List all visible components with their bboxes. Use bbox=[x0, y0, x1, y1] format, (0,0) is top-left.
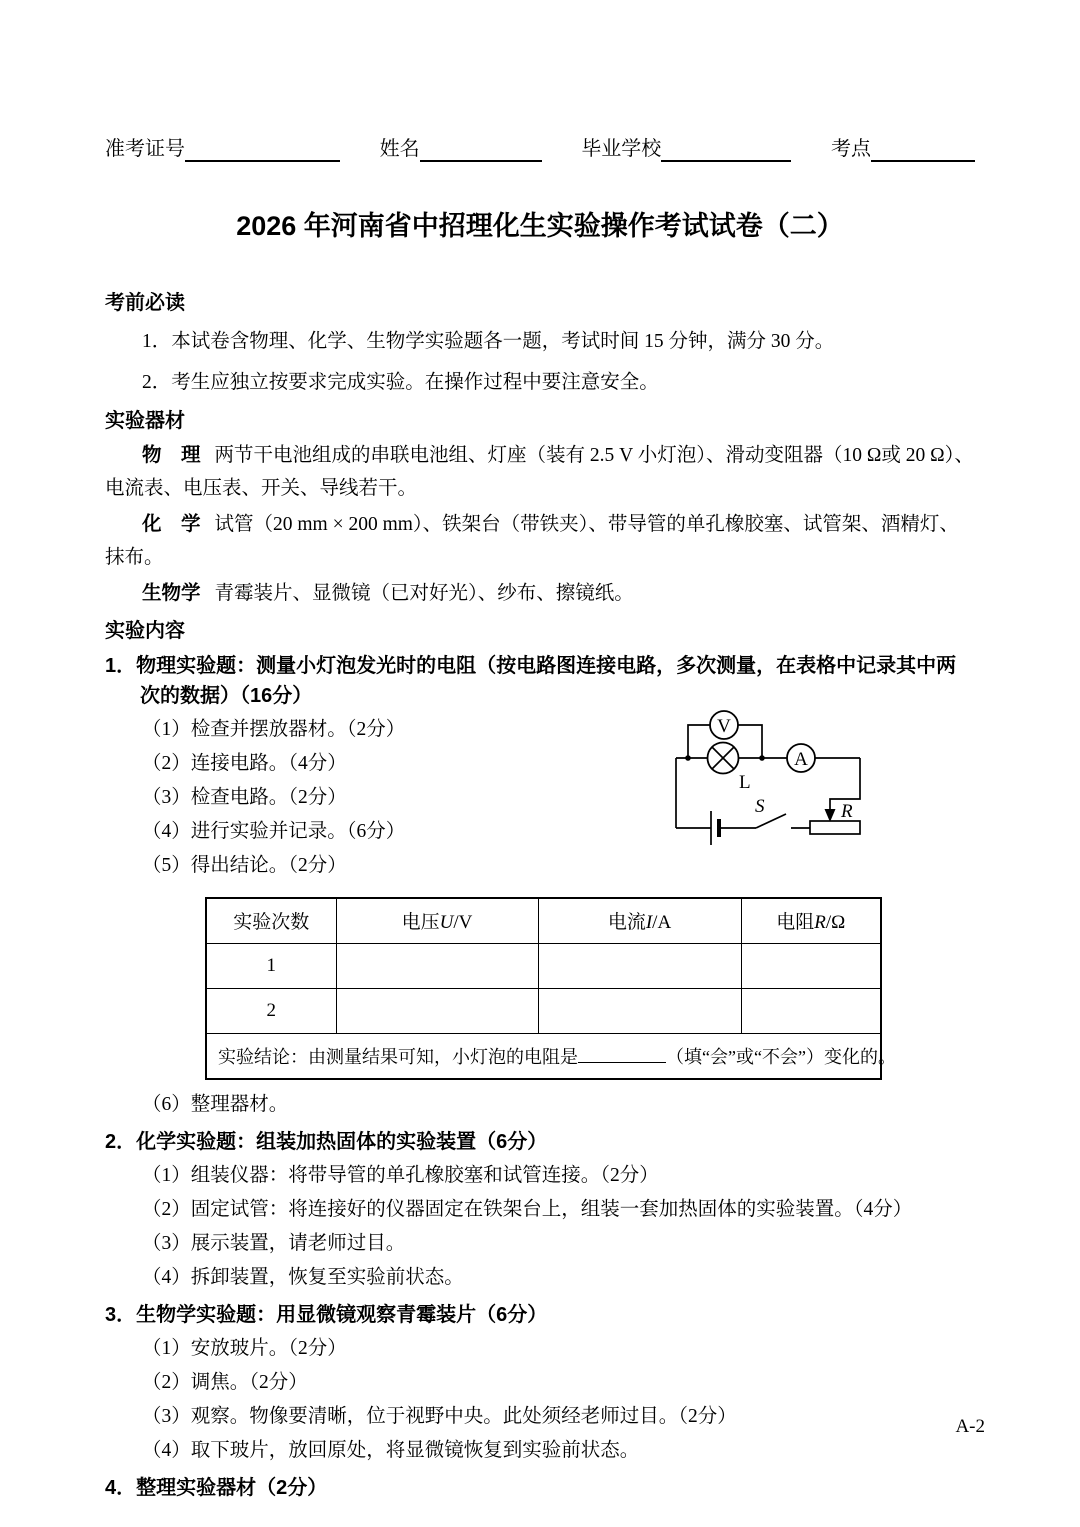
switch-symbol bbox=[755, 796, 786, 828]
trial-number-2: 2 bbox=[206, 988, 336, 1033]
empty-cell bbox=[336, 988, 538, 1033]
notice-item-2: 2．考生应独立按要求完成实验。在操作过程中要注意安全。 bbox=[142, 372, 659, 393]
page-title: 2026 年河南省中招理化生实验操作考试试卷（二） bbox=[236, 211, 844, 241]
candidate-info-row bbox=[105, 136, 975, 162]
rheostat-label: R bbox=[841, 801, 853, 822]
name-label: 姓名 bbox=[379, 138, 420, 160]
equipment-chemistry-label: 化 学 bbox=[142, 513, 201, 535]
chemistry-step-4: （4）拆卸装置，恢复至实验前状态。 bbox=[142, 1267, 464, 1288]
circuit-diagram bbox=[667, 701, 905, 853]
lamp-label: L bbox=[739, 772, 751, 793]
name-field bbox=[380, 136, 542, 162]
resistance-prefix: 电阻 bbox=[776, 912, 815, 934]
empty-cell bbox=[741, 943, 881, 988]
table-header-row bbox=[206, 898, 881, 943]
table-row-1 bbox=[206, 943, 881, 988]
resistance-symbol: R bbox=[814, 912, 826, 934]
cleanup-section-title: 4．整理实验器材（2分） bbox=[105, 1477, 328, 1499]
table-row-2 bbox=[206, 988, 881, 1033]
resistance-unit: /Ω bbox=[825, 912, 846, 934]
current-unit: /A bbox=[652, 912, 672, 934]
school-field bbox=[581, 136, 791, 162]
biology-step-3: （3）观察。物像要清晰，位于视野中央。此处须经老师过目。（2分） bbox=[142, 1406, 737, 1427]
notice-item-1: 1．本试卷含物理、化学、生物学实验题各一题，考试时间 15 分钟，满分 30 分。 bbox=[142, 331, 835, 352]
equipment-chemistry-text: 试管（20 mm × 200 mm）、铁架台（带铁夹）、带导管的单孔橡胶塞、试管架、酒精灯、抹布。 bbox=[105, 514, 959, 568]
conclusion-cell bbox=[206, 1033, 896, 1079]
empty-cell bbox=[538, 988, 741, 1033]
equipment-physics bbox=[105, 439, 975, 505]
conclusion-prefix: 实验结论：由测量结果可知，小灯泡的电阻是 bbox=[218, 1046, 578, 1067]
trial-number-1: 1 bbox=[206, 943, 336, 988]
col-header-trial: 实验次数 bbox=[206, 898, 336, 943]
exam-site-blank bbox=[871, 140, 975, 162]
chemistry-step-1: （1）组装仪器：将带导管的单孔橡胶塞和试管连接。（2分） bbox=[142, 1165, 659, 1186]
voltmeter-symbol bbox=[710, 711, 738, 739]
physics-step-4: （4）进行实验并记录。（6分） bbox=[142, 821, 406, 842]
equipment-section bbox=[105, 406, 975, 610]
exam-site-field bbox=[831, 136, 975, 162]
biology-step-2: （2）调焦。（2分） bbox=[142, 1372, 308, 1393]
lamp-symbol bbox=[708, 743, 751, 794]
rheostat-symbol bbox=[810, 801, 860, 834]
switch-label: S bbox=[755, 796, 765, 817]
svg-text:V: V bbox=[717, 716, 731, 737]
equipment-physics-text: 两节干电池组成的串联电池组、灯座（装有 2.5 V 小灯泡）、滑动变阻器（10 Ω或 20 Ω）、电流表、电压表、开关、导线若干。 bbox=[105, 445, 974, 499]
content-heading: 实验内容 bbox=[105, 620, 185, 642]
physics-step-6: （6）整理器材。 bbox=[142, 1094, 289, 1115]
col-header-voltage bbox=[336, 898, 538, 943]
physics-step-1: （1）检查并摆放器材。（2分） bbox=[142, 719, 406, 740]
content-section bbox=[105, 616, 975, 1503]
notice-heading: 考前必读 bbox=[105, 292, 185, 314]
exam-site-label: 考点 bbox=[830, 138, 871, 160]
measurement-table bbox=[205, 897, 896, 1080]
current-prefix: 电流 bbox=[607, 912, 646, 934]
physics-section-body bbox=[105, 713, 975, 883]
chemistry-step-3: （3）展示装置，请老师过目。 bbox=[142, 1233, 406, 1254]
admission-number-field bbox=[105, 136, 340, 162]
junction-dot-left bbox=[685, 755, 691, 761]
voltage-prefix: 电压 bbox=[401, 912, 440, 934]
page-number: A-2 bbox=[955, 1416, 985, 1437]
ammeter-symbol bbox=[787, 744, 815, 772]
svg-text:A: A bbox=[794, 749, 808, 770]
col-header-resistance bbox=[741, 898, 881, 943]
name-blank bbox=[420, 140, 542, 162]
equipment-biology bbox=[105, 577, 975, 610]
voltage-unit: /V bbox=[453, 912, 473, 934]
conclusion-blank bbox=[578, 1044, 666, 1063]
empty-cell bbox=[538, 943, 741, 988]
conclusion-suffix: （填“会”或“不会”）变化的。 bbox=[666, 1046, 896, 1067]
equipment-physics-label: 物 理 bbox=[142, 444, 201, 466]
empty-cell bbox=[336, 943, 538, 988]
equipment-chemistry bbox=[105, 508, 975, 574]
equipment-biology-text: 青霉装片、显微镜（已对好光）、纱布、擦镜纸。 bbox=[214, 583, 634, 604]
biology-section-title: 3．生物学实验题：用显微镜观察青霉装片（6分） bbox=[105, 1304, 548, 1326]
current-symbol: I bbox=[645, 912, 653, 934]
admission-number-blank bbox=[185, 140, 340, 162]
biology-step-4: （4）取下玻片，放回原处，将显微镜恢复到实验前状态。 bbox=[142, 1440, 640, 1461]
school-label: 毕业学校 bbox=[581, 138, 662, 160]
physics-section-title: 1．物理实验题：测量小灯泡发光时的电阻（按电路图连接电路，多次测量，在表格中记录其中两次的数据）（16分） bbox=[105, 655, 957, 707]
chemistry-step-2: （2）固定试管：将连接好的仪器固定在铁架台上，组装一套加热固体的实验装置。（4分） bbox=[142, 1199, 913, 1220]
equipment-heading: 实验器材 bbox=[105, 410, 185, 432]
voltage-symbol: U bbox=[439, 912, 454, 934]
physics-step-3: （3）检查电路。（2分） bbox=[142, 787, 347, 808]
equipment-biology-label: 生物学 bbox=[142, 582, 201, 604]
chemistry-section-title: 2．化学实验题：组装加热固体的实验装置（6分） bbox=[105, 1131, 548, 1153]
admission-number-label: 准考证号 bbox=[105, 138, 185, 160]
physics-step-5: （5）得出结论。（2分） bbox=[142, 855, 347, 876]
school-blank bbox=[661, 140, 791, 162]
physics-step-2: （2）连接电路。（4分） bbox=[142, 753, 347, 774]
junction-dot-right bbox=[759, 755, 765, 761]
table-conclusion-row bbox=[206, 1033, 881, 1079]
col-header-current bbox=[538, 898, 741, 943]
battery-symbol bbox=[711, 811, 719, 845]
pre-exam-notice bbox=[105, 288, 975, 400]
empty-cell bbox=[741, 988, 881, 1033]
biology-step-1: （1）安放玻片。（2分） bbox=[142, 1338, 347, 1359]
